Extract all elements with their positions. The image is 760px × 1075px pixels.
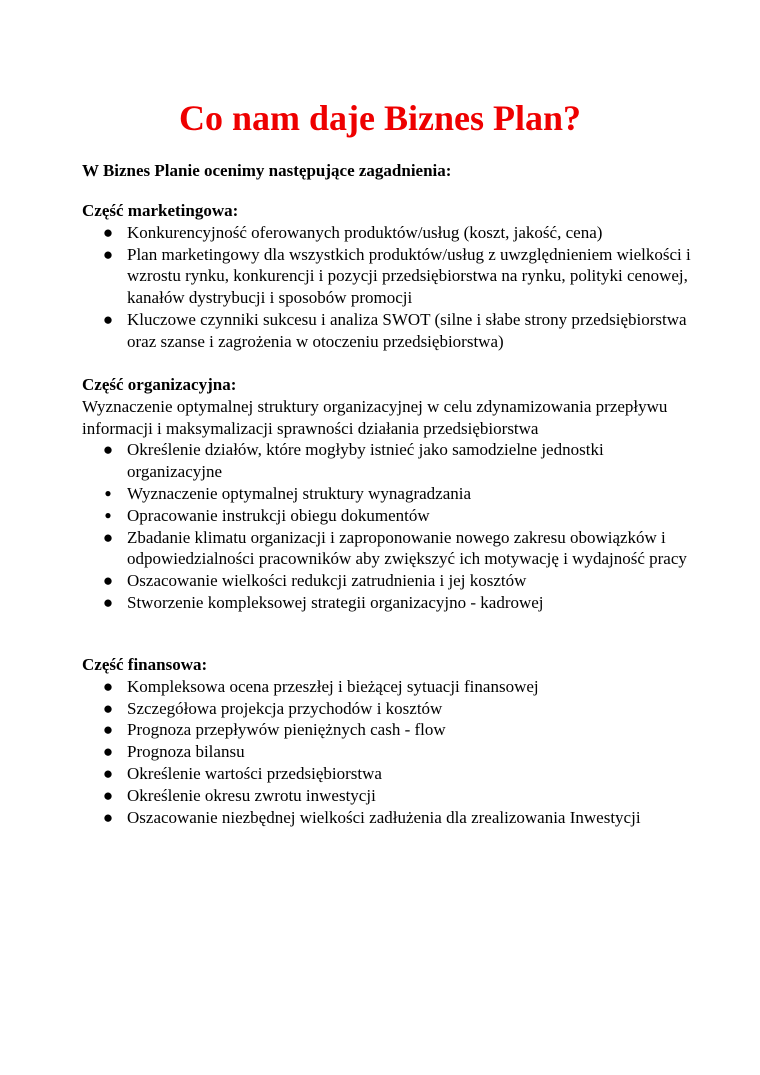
list-item — [82, 309, 702, 353]
list-item — [82, 741, 702, 763]
bullet-icon: ● — [102, 698, 114, 718]
list-item — [82, 676, 702, 698]
organizational-section — [82, 374, 702, 614]
list-item-text: Stworzenie kompleksowej strategii organizacyjno - kadrowej — [127, 592, 544, 612]
bullet-icon: ● — [102, 676, 114, 696]
list-item — [82, 244, 702, 309]
list-item-text: Opracowanie instrukcji obiegu dokumentów — [127, 505, 430, 525]
list-item-text: Określenie wartości przedsiębiorstwa — [127, 763, 382, 783]
list-item — [82, 592, 702, 614]
list-item — [82, 719, 702, 741]
marketing-list — [82, 222, 702, 353]
list-item-text: Oszacowanie niezbędnej wielkości zadłużenia dla zrealizowania Inwestycji — [127, 807, 641, 827]
bullet-icon: ● — [102, 785, 114, 805]
list-item — [82, 785, 702, 807]
financial-list — [82, 676, 702, 829]
bullet-icon: ● — [104, 485, 112, 500]
bullet-icon: ● — [102, 527, 114, 547]
list-item-text: Zbadanie klimatu organizacji i zaproponowanie nowego zakresu obowiązków i odpowiedzialności pracowników aby zwiększyć ich motywację i wydajność pracy — [127, 527, 687, 569]
organizational-description: Wyznaczenie optymalnej struktury organizacyjnej w celu zdynamizowania przepływu informacji i maksymalizacji sprawności działania przedsiębiorstwa — [82, 396, 668, 438]
bullet-icon: ● — [102, 309, 114, 329]
bullet-icon: ● — [102, 742, 114, 762]
marketing-heading: Część marketingowa: — [82, 201, 239, 220]
bullet-icon: ● — [102, 244, 114, 264]
list-item-text: Szczegółowa projekcja przychodów i kosztów — [127, 698, 443, 718]
list-item-text: Konkurencyjność oferowanych produktów/usług (koszt, jakość, cena) — [127, 222, 603, 242]
financial-heading: Część finansowa: — [82, 655, 208, 674]
list-item — [82, 763, 702, 785]
list-item-text: Prognoza bilansu — [127, 742, 245, 762]
bullet-icon: ● — [102, 807, 114, 827]
bullet-icon: ● — [102, 571, 114, 591]
list-item — [82, 570, 702, 592]
bullet-icon: ● — [102, 592, 114, 612]
bullet-icon: ● — [102, 763, 114, 783]
marketing-section — [82, 200, 702, 353]
list-item-text: Określenie działów, które mogłyby istnieć jako samodzielne jednostki organizacyjne — [127, 440, 604, 482]
list-item-text: Kompleksowa ocena przeszłej i bieżącej sytuacji finansowej — [127, 676, 539, 696]
list-item-text: Plan marketingowy dla wszystkich produktów/usług z uwzględnieniem wielkości i wzrostu rynku, konkurencji i pozycji przedsiębiorstwa na rynku, polityki cenowej, kanałów dystrybucji i sposobów promocji — [127, 244, 691, 308]
bullet-icon: ● — [104, 507, 112, 522]
list-item — [82, 807, 702, 829]
financial-section — [82, 654, 702, 828]
organizational-heading: Część organizacyjna: — [82, 375, 237, 394]
list-item-text: Kluczowe czynniki sukcesu i analiza SWOT (silne i słabe strony przedsiębiorstwa oraz szanse i zagrożenia w otoczeniu przedsiębiorstwa) — [127, 309, 687, 351]
intro-line: W Biznes Planie ocenimy następujące zagadnienia: — [82, 161, 452, 180]
organizational-list — [82, 439, 702, 613]
page-title: Co nam daje Biznes Plan? — [178, 98, 581, 138]
list-item — [82, 439, 702, 483]
list-item-text: Oszacowanie wielkości redukcji zatrudnienia i jej kosztów — [127, 571, 527, 591]
bullet-icon: ● — [102, 720, 114, 740]
list-item — [82, 222, 702, 244]
list-item-text: Wyznaczenie optymalnej struktury wynagradzania — [127, 483, 472, 503]
bullet-icon: ● — [102, 222, 114, 242]
list-item-text: Prognoza przepływów pieniężnych cash - flow — [127, 720, 446, 740]
list-item — [82, 505, 702, 527]
list-item — [82, 483, 702, 505]
list-item-text: Określenie okresu zwrotu inwestycji — [127, 785, 376, 805]
list-item — [82, 698, 702, 720]
bullet-icon: ● — [102, 440, 114, 460]
list-item — [82, 527, 702, 571]
